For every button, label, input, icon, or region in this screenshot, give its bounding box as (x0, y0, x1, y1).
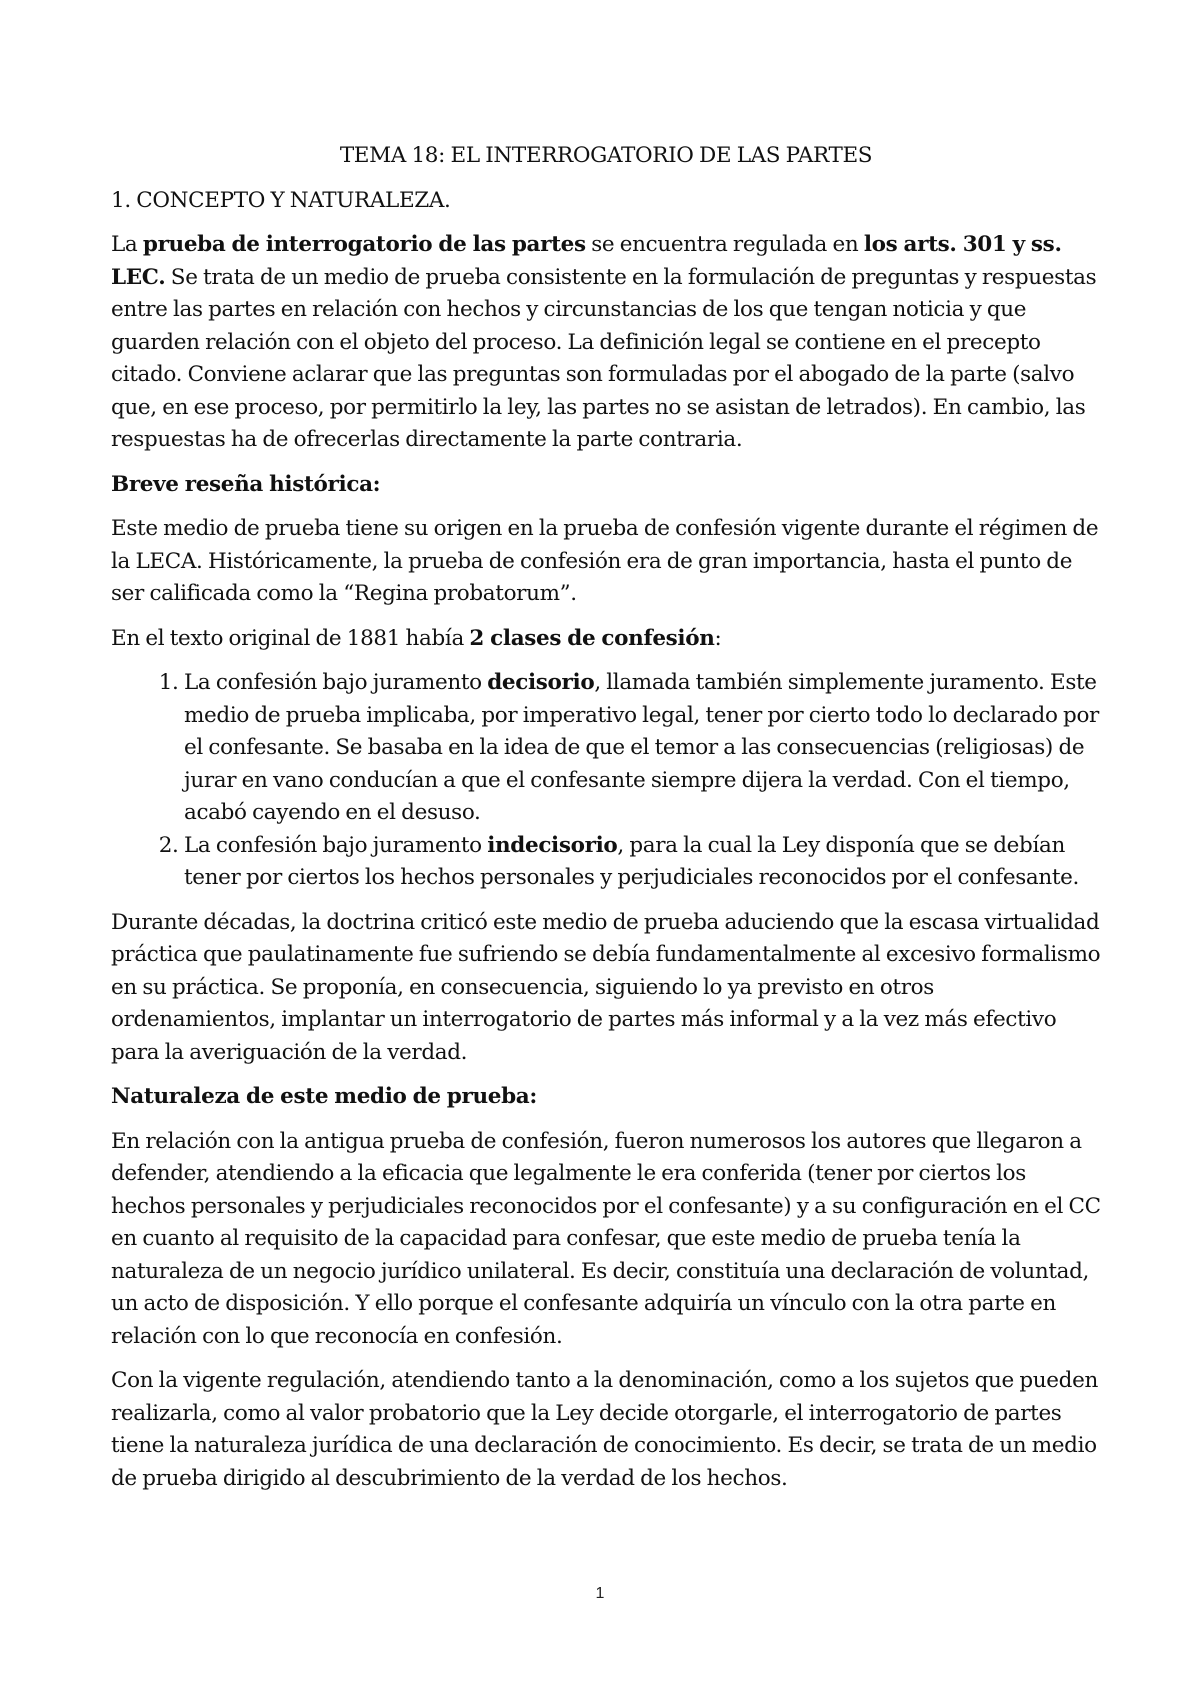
intro-bold-2: los arts. 301 y ss. LEC. (111, 232, 1062, 290)
list-item-1-text-1: La confesión bajo juramento (184, 670, 488, 695)
historical-p2-text-2: : (714, 625, 722, 651)
nature-paragraph-1: En relación con la antigua prueba de confesión, fueron numerosos los autores que llegaron a defender, atendiendo a la eficacia que legalmente le era conferida (tener por ciertos los hechos personales y perjudiciales reconocidos por el confesante) y a su configuración en el CC en cuanto al requisito de la capacidad para confesar, que este medio de prueba tenía la naturaleza de un negocio jurídico unilateral. Es decir, constituía una declaración de voluntad, un acto de disposición. Y ello porque el confesante adquiría un vínculo con la otra parte en relación con lo que reconocía en confesión. (111, 1128, 1101, 1349)
list-item (184, 667, 1101, 830)
subheading-nature: Naturaleza de este medio de prueba: (111, 1084, 537, 1109)
historical-paragraph-3: Durante décadas, la doctrina criticó este medio de prueba aduciendo que la escasa virtualidad práctica que paulatinamente fue sufriendo se debía fundamentalmente al excesivo formalismo en su práctica. Se proponía, en consecuencia, siguiendo lo ya previsto en otros ordenamientos, implantar un interrogatorio de partes más informal y a la vez más efectivo para la averiguación de la verdad. (111, 909, 1101, 1065)
list-item-2-text-2: , para la cual la Ley disponía que se debían tener por ciertos los hechos personales y perjudiciales reconocidos por el confesante. (184, 832, 1080, 890)
historical-paragraph-2 (111, 623, 1101, 656)
subheading-historical: Breve reseña histórica: (111, 471, 381, 497)
confession-types-list (111, 667, 1101, 895)
nature-paragraph-2: Con la vigente regulación, atendiendo tanto a la denominación, como a los sujetos que pueden realizarla, como al valor probatorio que la Ley decide otorgarle, el interrogatorio de partes tiene la naturaleza jurídica de una declaración de conocimiento. Es decir, se trata de un medio de prueba dirigido al descubrimiento de la verdad de los hechos. (111, 1368, 1098, 1491)
list-item-2-bold: indecisorio (487, 832, 618, 858)
intro-text-3: Se trata de un medio de prueba consistente en la formulación de preguntas y respuestas entre las partes en relación con hechos y circunstancias de los que tengan noticia y que guarden relación con el objeto del proceso. La definición legal se contiene en el precepto citado. Conviene aclarar que las preguntas son formuladas por el abogado de la parte (salvo que, en ese proceso, por permitirlo la ley, las partes no se asistan de letrados). En cambio, las respuestas ha de ofrecerlas directamente la parte contraria. (111, 264, 1097, 452)
list-item-1-text-2: , llamada también simplemente juramento. Este medio de prueba implicaba, por imperativo legal, tener por cierto todo lo declarado por el confesante. Se basaba en la idea de que el temor a las consecuencias (religiosas) de jurar en vano conducían a que el confesante siempre dijera la verdad. Con el tiempo, acabó cayendo en el desuso. (184, 670, 1099, 825)
list-item-1-bold: decisorio (487, 670, 595, 695)
intro-paragraph (111, 229, 1101, 457)
intro-bold-1: prueba de interrogatorio de las partes (142, 232, 586, 257)
list-item (184, 830, 1101, 895)
historical-paragraph-1: Este medio de prueba tiene su origen en la prueba de confesión vigente durante el régimen de la LECA. Históricamente, la prueba de confesión era de gran importancia, hasta el punto de ser calificada como la “Regina probatorum”. (111, 516, 1099, 606)
historical-p2-text-1: En el texto original de 1881 había (111, 625, 470, 651)
historical-p2-bold: 2 clases de confesión (469, 625, 715, 651)
list-item-2-text-1: La confesión bajo juramento (184, 832, 488, 858)
document-title: TEMA 18: EL INTERROGATORIO DE LAS PARTES (339, 143, 873, 168)
section-heading-concepto: 1. CONCEPTO Y NATURALEZA. (111, 187, 451, 213)
intro-text-1: La (111, 232, 143, 257)
page-number: 1 (595, 1585, 605, 1602)
document-body (111, 140, 1101, 1507)
intro-text-2: se encuentra regulada en (585, 232, 864, 257)
